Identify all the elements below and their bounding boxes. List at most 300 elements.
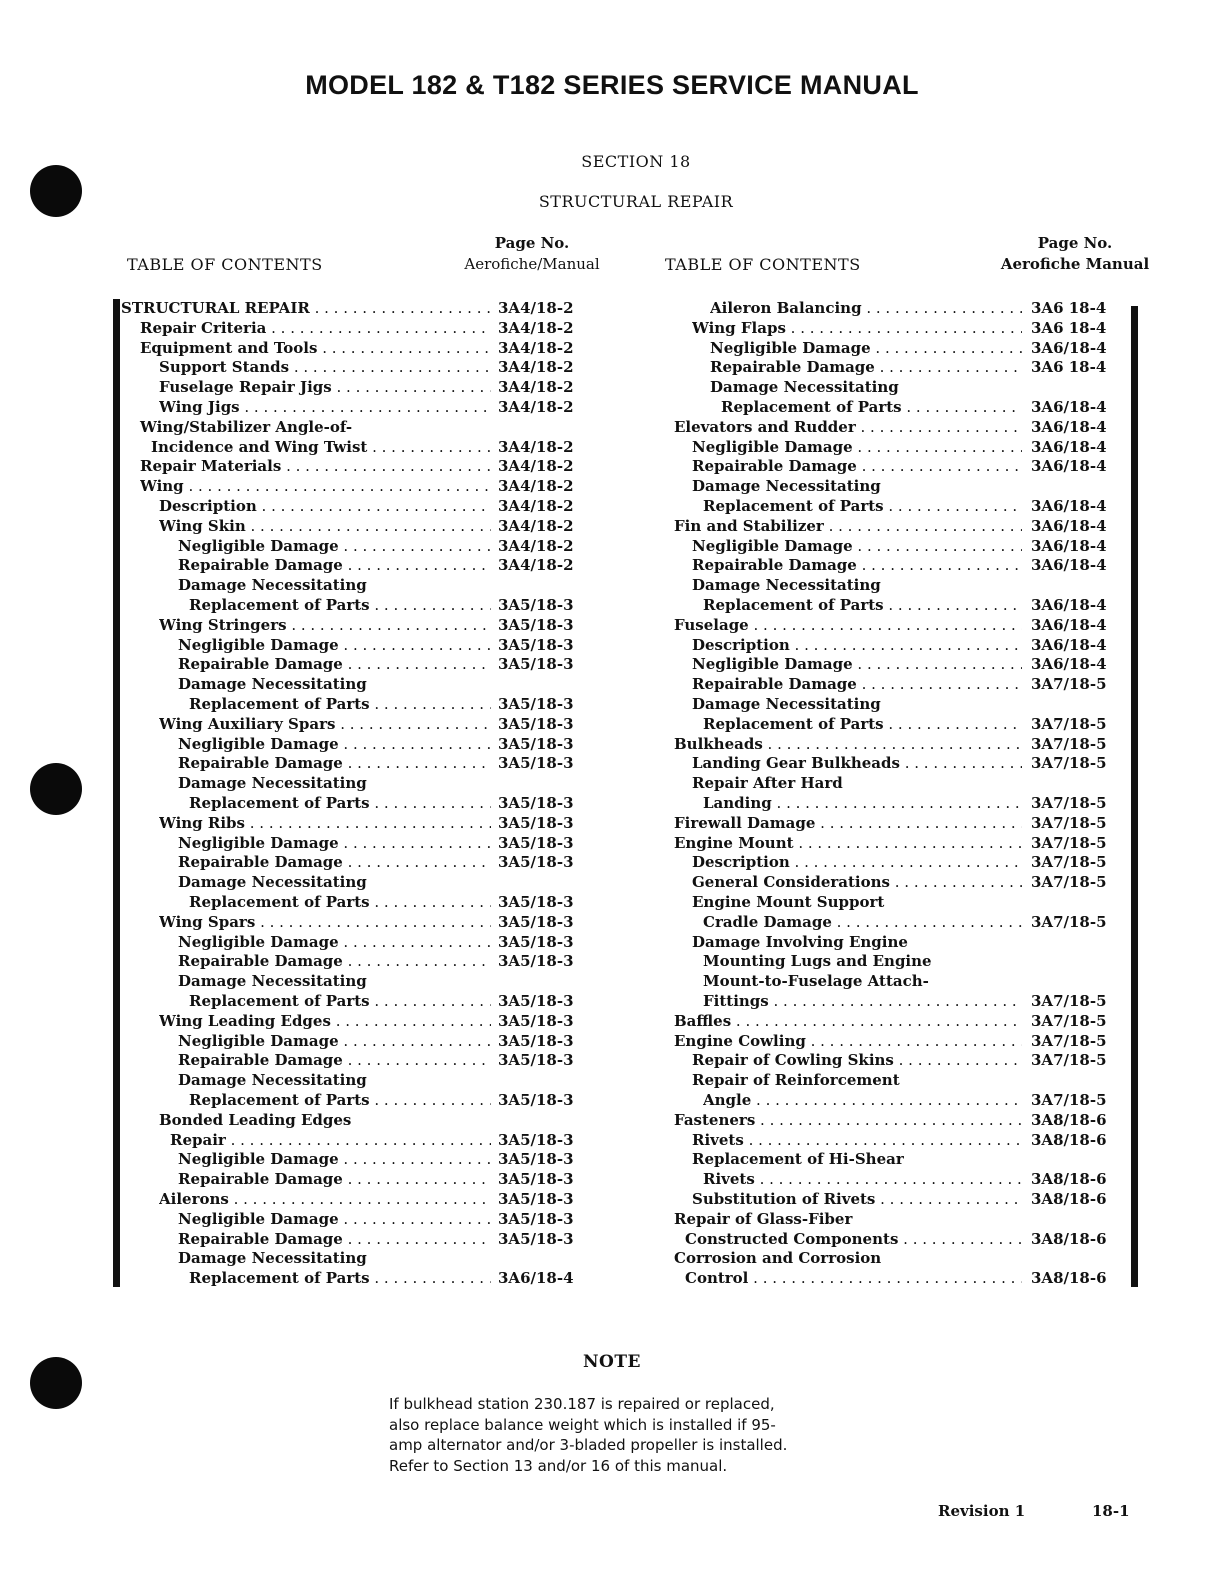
toc-entry-page: 3A7/18-5	[1031, 833, 1107, 852]
toc-entry	[121, 813, 608, 833]
page-title: MODEL 182 & T182 SERIES SERVICE MANUAL	[305, 70, 919, 100]
toc-entry-title: Repair of Cowling Skins . . .	[692, 1050, 1022, 1070]
toc-entry	[674, 753, 1141, 773]
toc-entry-page: 3A5/18-3	[498, 1091, 574, 1109]
toc-entry-page: 3A6 18-4	[1031, 318, 1107, 337]
toc-entry-title: Repairable Damage . . .	[178, 555, 491, 575]
toc-entry	[674, 615, 1141, 635]
toc-entry-title: Damage Necessitating	[178, 1071, 367, 1090]
toc-entry	[674, 1209, 1141, 1229]
toc-entry-page: 3A4/18-2	[498, 338, 574, 357]
note-line: also replace balance weight which is installed if 95-	[389, 1415, 776, 1434]
toc-entry-page: 3A6/18-4	[1031, 516, 1107, 535]
toc-entry	[121, 773, 608, 793]
toc-entry-title: Negligible Damage . . .	[692, 536, 1022, 556]
toc-entry-title: Fin and Stabilizer . . .	[674, 516, 1022, 536]
toc-entry	[674, 338, 1141, 358]
toc-entry-title: Repairable Damage . . .	[178, 753, 491, 773]
toc-entry	[674, 714, 1141, 734]
toc-entry-page: 3A7/18-5	[1031, 873, 1107, 892]
toc-entry-page: 3A6 18-4	[1031, 299, 1107, 317]
toc-entry	[674, 417, 1141, 437]
toc-entry-page: 3A7/18-5	[1031, 853, 1107, 872]
toc-entry-page: 3A4/18-2	[498, 299, 574, 317]
toc-entry	[121, 1268, 608, 1288]
toc-entry-page: 3A7/18-5	[1031, 1091, 1107, 1109]
toc-entry	[121, 1011, 608, 1031]
toc-entry-title: Repair of Reinforcement	[692, 1071, 900, 1090]
toc-entry-title: Fuselage Repair Jigs . . .	[159, 377, 491, 397]
toc-entry-page: 3A5/18-3	[498, 1130, 574, 1149]
toc-entry-title: Damage Necessitating	[692, 477, 881, 496]
toc-entry-title: Damage Necessitating	[178, 576, 367, 595]
toc-entry-title: Wing Auxiliary Spars . . .	[159, 714, 491, 734]
toc-entry-title: Wing Skin . . .	[159, 516, 491, 536]
toc-entry-page: 3A5/18-3	[498, 1031, 574, 1050]
toc-entry	[674, 734, 1141, 754]
toc-entry-page: 3A5/18-3	[498, 714, 574, 733]
toc-entry	[121, 635, 608, 655]
toc-entry-page: 3A5/18-3	[498, 1051, 574, 1070]
toc-entry-title: Wing Leading Edges . . .	[159, 1011, 491, 1031]
toc-entry-page: 3A5/18-3	[498, 912, 574, 931]
toc-entry	[121, 912, 608, 932]
toc-entry-page: 3A8/18-6	[1031, 1110, 1107, 1129]
toc-entry	[121, 852, 608, 872]
toc-entry-page: 3A5/18-3	[498, 734, 574, 753]
toc-entry	[121, 575, 608, 595]
toc-entry	[674, 575, 1141, 595]
toc-entry	[674, 1011, 1141, 1031]
toc-entry-page: 3A7/18-5	[1031, 992, 1107, 1010]
note-heading: NOTE	[583, 1352, 641, 1372]
toc-entry	[674, 833, 1141, 853]
toc-entry	[674, 397, 1141, 417]
toc-entry-title: Repairable Damage . . .	[178, 1229, 491, 1249]
toc-entry	[674, 1070, 1141, 1090]
toc-header-left: TABLE OF CONTENTS	[127, 255, 323, 274]
toc-entry	[674, 991, 1141, 1011]
toc-entry-page: 3A8/18-6	[1031, 1190, 1107, 1208]
toc-entry-page: 3A4/18-2	[498, 437, 574, 456]
toc-entry-page: 3A5/18-3	[498, 893, 574, 911]
toc-entry	[674, 1110, 1141, 1130]
toc-entry	[674, 951, 1141, 971]
toc-entry-title: Negligible Damage . . .	[178, 833, 491, 853]
toc-entry-title: Negligible Damage . . .	[710, 338, 1022, 358]
toc-entry-page: 3A6/18-4	[1031, 457, 1107, 476]
toc-entry	[674, 1268, 1141, 1288]
toc-entry-title: Damage Necessitating	[178, 675, 367, 694]
toc-entry-page: 3A6/18-4	[1031, 497, 1107, 515]
page-no-label-right: Page No.	[1037, 234, 1113, 252]
toc-entry-page: 3A5/18-3	[498, 813, 574, 832]
toc-left-column	[121, 298, 591, 1298]
toc-entry-title: Engine Mount Support	[692, 893, 885, 911]
toc-entry-page: 3A5/18-3	[498, 655, 574, 674]
toc-entry-title: Firewall Damage . . .	[674, 813, 1022, 833]
toc-entry-title: Rivets . . .	[692, 1130, 1022, 1150]
toc-entry-page: 3A4/18-2	[498, 378, 574, 397]
toc-entry-page: 3A7/18-5	[1031, 675, 1107, 694]
toc-entry-page: 3A4/18-2	[498, 318, 574, 337]
toc-entry	[121, 734, 608, 754]
toc-entry-page: 3A6/18-4	[1031, 615, 1107, 634]
toc-entry-title: Baffles . . .	[674, 1011, 1022, 1031]
toc-entry-page: 3A5/18-3	[498, 952, 574, 971]
toc-entry-page: 3A5/18-3	[498, 853, 574, 872]
toc-entry-page: 3A4/18-2	[498, 457, 574, 476]
toc-entry	[121, 1050, 608, 1070]
toc-entry-title: Mount-to-Fuselage Attach-	[703, 972, 929, 991]
toc-entry-title: Replacement of Parts . . .	[703, 496, 1022, 516]
toc-entry	[121, 654, 608, 674]
toc-entry-title: Support Stands . . .	[159, 357, 491, 377]
toc-entry	[674, 496, 1141, 516]
toc-entry-title: Description . . .	[159, 496, 491, 516]
toc-entry	[674, 654, 1141, 674]
toc-entry	[121, 1169, 608, 1189]
toc-entry-page: 3A6/18-4	[1031, 596, 1107, 614]
toc-entry-title: Landing Gear Bulkheads . . .	[692, 753, 1022, 773]
toc-entry-title: Equipment and Tools . . .	[140, 338, 491, 358]
toc-entry-title: Replacement of Parts . . .	[189, 1090, 491, 1110]
toc-entry-title: Replacement of Parts . . .	[189, 991, 491, 1011]
toc-entry-title: Replacement of Parts . . .	[703, 595, 1022, 615]
toc-entry-page: 3A6/18-4	[1031, 536, 1107, 555]
toc-entry-title: Wing/Stabilizer Angle-of-	[140, 417, 353, 436]
toc-entry	[121, 1031, 608, 1051]
toc-entry-title: Aileron Balancing . . .	[710, 298, 1022, 318]
toc-entry	[121, 536, 608, 556]
toc-entry-title: Bonded Leading Edges	[159, 1110, 352, 1129]
toc-entry-title: Wing . . .	[140, 476, 491, 496]
toc-entry	[674, 1189, 1141, 1209]
toc-entry-title: Fittings . . .	[703, 991, 1022, 1011]
toc-entry-title: Replacement of Parts . . .	[189, 793, 491, 813]
toc-entry-title: Mounting Lugs and Engine	[703, 952, 932, 971]
toc-entry	[121, 1130, 608, 1150]
toc-entry-page: 3A7/18-5	[1031, 813, 1107, 832]
toc-entry-title: Replacement of Parts . . .	[721, 397, 1022, 417]
toc-entry	[121, 1248, 608, 1268]
toc-entry-title: Replacement of Parts . . .	[189, 694, 491, 714]
toc-entry-title: Angle . . .	[703, 1090, 1022, 1110]
toc-entry-page: 3A4/18-2	[498, 536, 574, 555]
toc-entry	[121, 1209, 608, 1229]
toc-entry-page: 3A6/18-4	[1031, 338, 1107, 357]
revision-bar-left	[113, 299, 120, 1287]
toc-entry-title: Repair Criteria . . .	[140, 318, 491, 338]
toc-entry-title: Rivets . . .	[703, 1169, 1022, 1189]
binder-hole-top	[30, 165, 82, 217]
toc-entry-page: 3A5/18-3	[498, 1190, 574, 1208]
toc-entry	[121, 872, 608, 892]
toc-entry	[121, 615, 608, 635]
toc-entry-page: 3A4/18-2	[498, 497, 574, 515]
toc-entry-title: Repairable Damage . . .	[692, 456, 1022, 476]
toc-entry	[674, 674, 1141, 694]
toc-entry-page: 3A6/18-4	[1031, 655, 1107, 674]
toc-entry-title: Incidence and Wing Twist . . .	[151, 437, 491, 457]
page-no-header-right	[985, 233, 1165, 275]
toc-entry-title: Description . . .	[692, 635, 1022, 655]
toc-entry-title: Negligible Damage . . .	[178, 734, 491, 754]
toc-entry-title: Repairable Damage . . .	[178, 654, 491, 674]
note-line: If bulkhead station 230.187 is repaired or replaced,	[389, 1395, 775, 1413]
toc-entry	[674, 1229, 1141, 1249]
toc-entry-title: Bulkheads . . .	[674, 734, 1022, 754]
toc-entry-page: 3A7/18-5	[1031, 912, 1107, 931]
toc-entry-title: Damage Necessitating	[692, 576, 881, 595]
toc-entry	[674, 1090, 1141, 1110]
toc-entry	[674, 1169, 1141, 1189]
toc-entry-title: Negligible Damage . . .	[178, 1209, 491, 1229]
toc-entry-title: Repairable Damage . . .	[692, 555, 1022, 575]
toc-entry-title: Landing . . .	[703, 793, 1022, 813]
toc-entry	[121, 338, 608, 358]
toc-entry-page: 3A5/18-3	[498, 1209, 574, 1228]
toc-entry	[674, 813, 1141, 833]
toc-entry	[121, 932, 608, 952]
toc-entry-title: Fasteners . . .	[674, 1110, 1022, 1130]
toc-entry	[121, 1229, 608, 1249]
binder-hole-middle	[30, 763, 82, 815]
toc-entry-title: Repair . . .	[170, 1130, 491, 1150]
toc-entry-title: Repairable Damage . . .	[178, 852, 491, 872]
toc-entry	[121, 377, 608, 397]
toc-entry	[674, 852, 1141, 872]
toc-entry	[121, 298, 608, 318]
toc-entry-title: Replacement of Parts . . .	[703, 714, 1022, 734]
toc-entry-title: Negligible Damage . . .	[178, 1031, 491, 1051]
toc-entry-page: 3A5/18-3	[498, 1150, 574, 1169]
toc-entry	[121, 318, 608, 338]
toc-entry-title: Negligible Damage . . .	[692, 437, 1022, 457]
aerofiche-label-right: Aerofiche Manual	[1000, 255, 1150, 273]
toc-entry-title: Damage Necessitating	[178, 972, 367, 991]
toc-entry-title: Damage Necessitating	[178, 774, 367, 793]
toc-entry-title: Replacement of Parts . . .	[189, 595, 491, 615]
toc-entry-title: Negligible Damage . . .	[178, 635, 491, 655]
toc-entry	[674, 932, 1141, 952]
toc-entry	[674, 516, 1141, 536]
toc-entry-title: Fuselage . . .	[674, 615, 1022, 635]
toc-entry-title: Cradle Damage . . .	[703, 912, 1022, 932]
toc-entry	[121, 694, 608, 714]
toc-entry-page: 3A7/18-5	[1031, 714, 1107, 733]
toc-entry-title: Damage Necessitating	[178, 873, 367, 892]
toc-entry-page: 3A7/18-5	[1031, 734, 1107, 753]
toc-entry-page: 3A5/18-3	[498, 754, 574, 773]
toc-entry-page: 3A7/18-5	[1031, 794, 1107, 812]
toc-entry-page: 3A8/18-6	[1031, 1269, 1107, 1288]
toc-entry-title: Substitution of Rivets . . .	[692, 1189, 1022, 1209]
toc-entry-page: 3A4/18-2	[498, 516, 574, 535]
toc-entry	[674, 456, 1141, 476]
toc-entry-title: Constructed Components . . .	[685, 1229, 1022, 1249]
toc-entry-title: Damage Necessitating	[692, 695, 881, 713]
toc-entry-title: Negligible Damage . . .	[178, 932, 491, 952]
section-number: SECTION 18	[581, 152, 691, 171]
section-title: STRUCTURAL REPAIR	[538, 192, 734, 211]
toc-entry	[674, 595, 1141, 615]
toc-entry-title: Repairable Damage . . .	[178, 951, 491, 971]
toc-entry	[121, 892, 608, 912]
toc-entry-title: Wing Jigs . . .	[159, 397, 491, 417]
toc-entry	[674, 298, 1141, 318]
toc-entry-title: Description . . .	[692, 852, 1022, 872]
toc-entry	[674, 793, 1141, 813]
toc-entry	[121, 753, 608, 773]
toc-entry	[121, 437, 608, 457]
toc-entry-title: Engine Cowling . . .	[674, 1031, 1022, 1051]
revision-label: Revision 1	[938, 1502, 1026, 1520]
toc-entry-title: Repairable Damage . . .	[178, 1169, 491, 1189]
toc-entry-page: 3A6/18-4	[1031, 437, 1107, 456]
toc-entry-page: 3A4/18-2	[498, 358, 574, 377]
toc-entry-page: 3A8/18-6	[1031, 1170, 1107, 1189]
toc-entry-page: 3A8/18-6	[1031, 1130, 1107, 1149]
toc-entry-title: General Considerations . . .	[692, 872, 1022, 892]
toc-entry	[121, 555, 608, 575]
toc-entry	[674, 912, 1141, 932]
toc-entry-page: 3A7/18-5	[1031, 1031, 1107, 1050]
page-no-label-left: Page No.	[494, 234, 570, 252]
page-number: 18-1	[1092, 1502, 1130, 1520]
page-no-header-left	[432, 233, 632, 275]
toc-entry-page: 3A6 18-4	[1031, 358, 1107, 377]
toc-entry	[674, 555, 1141, 575]
toc-entry	[674, 437, 1141, 457]
toc-entry-page: 3A4/18-2	[498, 477, 574, 496]
toc-entry	[674, 476, 1141, 496]
toc-entry-page: 3A7/18-5	[1031, 754, 1107, 773]
toc-entry-title: Negligible Damage . . .	[692, 654, 1022, 674]
toc-entry	[121, 1149, 608, 1169]
toc-entry	[121, 1110, 608, 1130]
toc-entry-title: Replacement of Parts . . .	[189, 892, 491, 912]
toc-entry-page: 3A6/18-4	[1031, 398, 1107, 416]
toc-entry-page: 3A6/18-4	[1031, 556, 1107, 575]
toc-entry-page: 3A5/18-3	[498, 1229, 574, 1248]
toc-entry-title: STRUCTURAL REPAIR . . .	[121, 298, 491, 318]
toc-entry	[674, 872, 1141, 892]
toc-entry	[674, 773, 1141, 793]
toc-entry	[121, 793, 608, 813]
toc-entry	[674, 536, 1141, 556]
toc-entry-page: 3A5/18-3	[498, 833, 574, 852]
toc-entry-page: 3A8/18-6	[1031, 1229, 1107, 1248]
toc-entry-title: Negligible Damage . . .	[178, 1149, 491, 1169]
toc-entry	[674, 694, 1141, 714]
toc-entry-page: 3A4/18-2	[498, 398, 574, 416]
toc-entry-title: Control . . .	[685, 1268, 1022, 1288]
toc-entry-title: Replacement of Hi-Shear	[692, 1150, 904, 1169]
note-line: Refer to Section 13 and/or 16 of this manual.	[389, 1456, 728, 1475]
toc-entry	[121, 456, 608, 476]
toc-header-right: TABLE OF CONTENTS	[665, 255, 861, 274]
toc-entry	[121, 357, 608, 377]
toc-entry-title: Damage Necessitating	[710, 378, 899, 397]
toc-entry-title: Wing Ribs . . .	[159, 813, 491, 833]
toc-entry-title: Ailerons . . .	[159, 1189, 491, 1209]
toc-entry-title: Replacement of Parts . . .	[189, 1268, 491, 1288]
toc-entry	[121, 516, 608, 536]
toc-entry	[121, 833, 608, 853]
toc-entry	[121, 674, 608, 694]
toc-entry	[121, 951, 608, 971]
toc-entry-title: Engine Mount . . .	[674, 833, 1022, 853]
toc-entry-page: 3A6/18-4	[1031, 635, 1107, 654]
toc-entry	[121, 496, 608, 516]
toc-entry-title: Damage Involving Engine	[692, 932, 908, 951]
toc-entry-title: Elevators and Rudder . . .	[674, 417, 1022, 437]
toc-entry-page: 3A4/18-2	[498, 556, 574, 575]
toc-entry-title: Repair of Glass-Fiber	[674, 1209, 853, 1228]
note-body	[389, 1394, 909, 1476]
toc-entry-page: 3A5/18-3	[498, 596, 574, 614]
toc-entry-title: Damage Necessitating	[178, 1249, 367, 1268]
aerofiche-label-left: Aerofiche/Manual	[464, 255, 600, 273]
toc-entry-title: Repairable Damage . . .	[710, 357, 1022, 377]
toc-entry	[121, 595, 608, 615]
toc-entry-page: 3A5/18-3	[498, 1011, 574, 1030]
toc-entry	[674, 1050, 1141, 1070]
toc-entry-page: 3A5/18-3	[498, 992, 574, 1010]
toc-entry	[121, 1070, 608, 1090]
toc-entry	[674, 1130, 1141, 1150]
toc-entry-title: Repair Materials . . .	[140, 456, 491, 476]
toc-entry	[121, 1090, 608, 1110]
toc-entry-page: 3A5/18-3	[498, 615, 574, 634]
toc-entry	[674, 635, 1141, 655]
toc-entry-title: Wing Flaps . . .	[692, 318, 1022, 338]
toc-entry	[121, 417, 608, 437]
note-line: amp alternator and/or 3-bladed propeller is installed.	[389, 1436, 788, 1454]
toc-entry	[674, 1031, 1141, 1051]
toc-entry-title: Wing Stringers . . .	[159, 615, 491, 635]
toc-entry-page: 3A5/18-3	[498, 635, 574, 654]
toc-entry-page: 3A6/18-4	[1031, 417, 1107, 436]
toc-entry-page: 3A5/18-3	[498, 1170, 574, 1189]
toc-entry	[674, 357, 1141, 377]
toc-entry	[121, 714, 608, 734]
toc-entry-title: Wing Spars . . .	[159, 912, 491, 932]
toc-entry-title: Negligible Damage . . .	[178, 536, 491, 556]
toc-entry	[674, 1248, 1141, 1268]
toc-entry-title: Repairable Damage . . .	[178, 1050, 491, 1070]
toc-entry	[674, 318, 1141, 338]
toc-entry-page: 3A5/18-3	[498, 932, 574, 951]
toc-entry-page: 3A6/18-4	[498, 1269, 574, 1288]
toc-entry-title: Corrosion and Corrosion	[674, 1249, 882, 1268]
toc-entry	[674, 1149, 1141, 1169]
toc-entry	[674, 892, 1141, 912]
toc-entry-title: Repairable Damage . . .	[692, 674, 1022, 694]
toc-entry-title: Repair After Hard	[692, 774, 843, 793]
toc-entry	[121, 971, 608, 991]
toc-entry	[674, 377, 1141, 397]
toc-entry	[121, 1189, 608, 1209]
toc-right-column	[674, 298, 1124, 1298]
toc-entry	[121, 476, 608, 496]
toc-entry-page: 3A5/18-3	[498, 695, 574, 713]
toc-entry	[121, 991, 608, 1011]
toc-entry-page: 3A7/18-5	[1031, 1051, 1107, 1070]
toc-entry-page: 3A5/18-3	[498, 794, 574, 812]
toc-entry	[121, 397, 608, 417]
